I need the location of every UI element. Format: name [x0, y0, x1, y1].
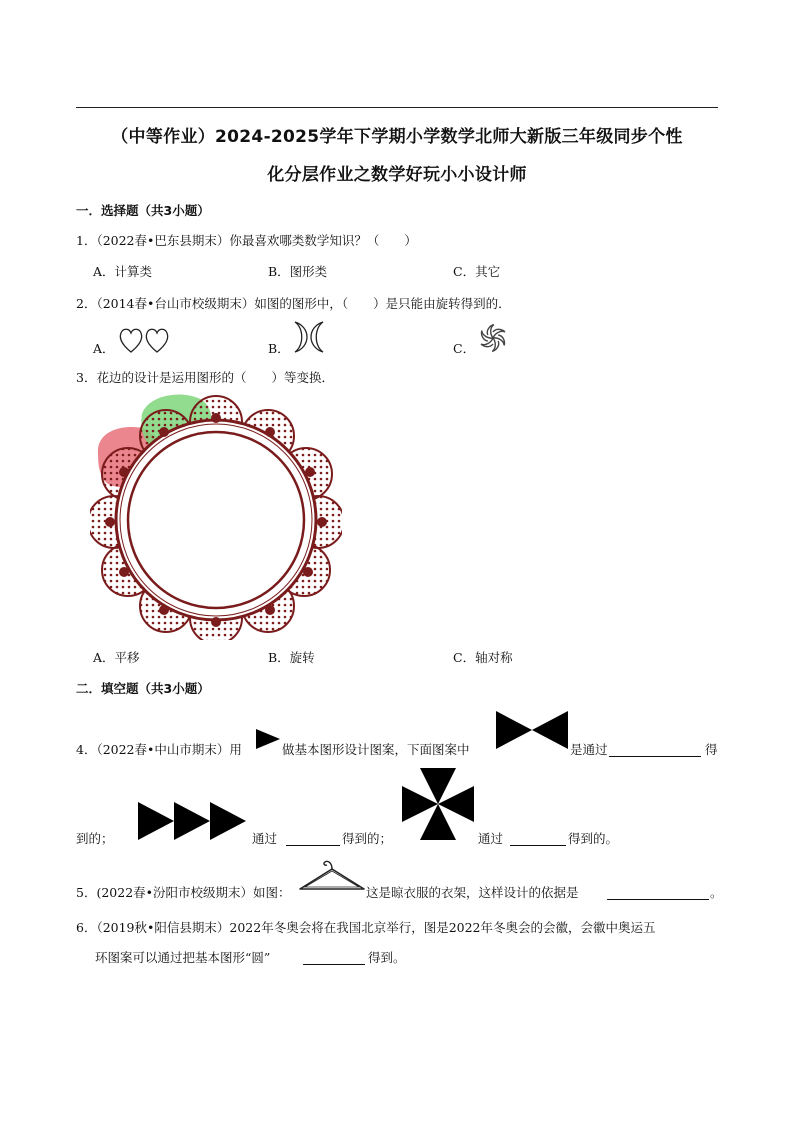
ornamental-frame-image: [90, 392, 342, 640]
pinwheel-triangles-pattern-icon: [400, 766, 476, 842]
q6-line1: 6．（2019秋•阳信县期末）2022年冬奥会将在我国北京举行，图是2022年冬奥会的会徽，会徽中奥运五: [76, 920, 656, 935]
clothes-hanger-icon: [297, 855, 367, 895]
two-hearts-icon: [117, 326, 173, 354]
page-title-line1: （中等作业）2024-2025学年下学期小学数学北师大新版三年级同步个性: [111, 127, 683, 147]
q4-blank2[interactable]: [286, 829, 340, 848]
q4-part3: 是通过: [570, 742, 608, 757]
q1-option-a: A．计算类: [93, 264, 153, 279]
bowtie-pattern-icon: [494, 709, 570, 751]
triangle-basic-shape-icon: [254, 727, 282, 751]
q2-option-a: A．: [93, 341, 115, 356]
q1-option-b: B．图形类: [268, 264, 328, 279]
q4-part2: 做基本图形设计图案，下面图案中: [282, 742, 470, 757]
q6-part2: 得到。: [368, 950, 406, 965]
section1-heading: 一．选择题（共3小题）: [76, 203, 210, 218]
q2-text: 2．（2014春•台山市校级期末）如图的图形中，（ ）是只能由旋转得到的．: [76, 296, 511, 311]
q2-option-b: B．: [268, 341, 290, 356]
three-triangles-pattern-icon: [136, 800, 250, 842]
q4-part4: 得: [705, 742, 718, 757]
q4-part9: 得到的。: [568, 831, 619, 846]
q5-part1: 5．(2022春•汾阳市校级期末）如图：: [76, 885, 291, 900]
q3-option-c: C．轴对称: [453, 650, 513, 665]
mirrored-crescents-icon: [292, 320, 326, 354]
q6-blank[interactable]: [303, 948, 365, 967]
q4-blank1[interactable]: [609, 740, 701, 759]
q4-part8: 通过: [478, 831, 504, 846]
q5-blank[interactable]: [607, 883, 709, 902]
q3-option-a: A．平移: [93, 650, 140, 665]
page-title-line2: 化分层作业之数学好玩小小设计师: [267, 165, 527, 185]
pinwheel-swirl-icon: [476, 321, 510, 355]
q5-part3: 。: [710, 885, 723, 900]
section2-heading: 二．填空题（共3小题）: [76, 681, 210, 696]
q2-option-c: C．: [453, 341, 476, 356]
q4-part7: 得到的；: [342, 831, 393, 846]
q4-part1: 4．（2022春•中山市期末）用: [76, 742, 242, 757]
q1-text: 1．（2022春•巴东县期末）你最喜欢哪类数学知识？（ ）: [76, 233, 417, 248]
q5-part2: 这是晾衣服的衣架，这样设计的依据是: [366, 885, 579, 900]
header-rule: [76, 107, 718, 108]
q3-option-b: B．旋转: [268, 650, 315, 665]
q4-part5: 到的；: [76, 831, 114, 846]
q6-part1: 环图案可以通过把基本图形“圆”: [95, 950, 271, 965]
q4-part6: 通过: [252, 831, 278, 846]
q1-option-c: C．其它: [453, 264, 501, 279]
q4-blank3[interactable]: [510, 829, 566, 848]
q3-text: 3．花边的设计是运用图形的（ ）等变换．: [76, 370, 334, 385]
